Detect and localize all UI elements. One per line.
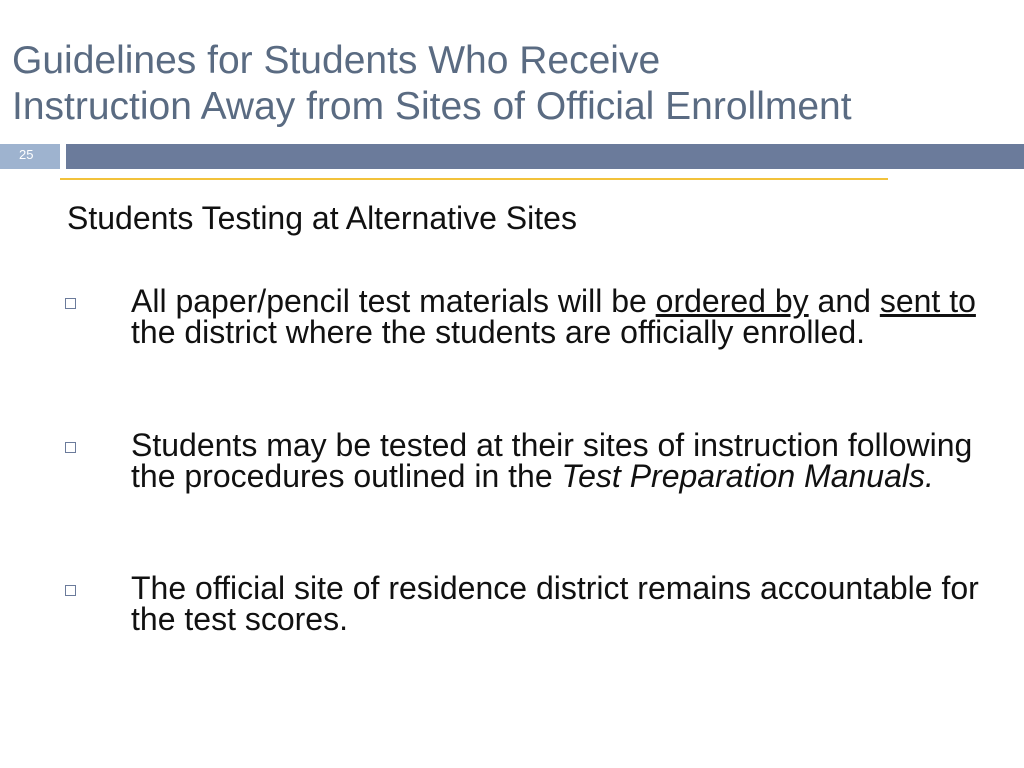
- header-bar: [66, 144, 1024, 169]
- bullet-text-segment: The official site of residence district remains accountable for the test scores.: [131, 570, 979, 637]
- accent-line: [60, 178, 888, 180]
- slide-title: [12, 38, 1012, 130]
- slide-number: 25: [19, 147, 34, 162]
- bullet-text: [131, 570, 1011, 637]
- bullet-text: [131, 283, 1011, 350]
- slide-number-box: [0, 144, 60, 169]
- hollow-square-icon: [65, 585, 76, 596]
- bullet-text-segment: the district where the students are officially enrolled.: [131, 314, 866, 350]
- bullet-text-segment: and: [808, 283, 880, 319]
- bullet-text-segment: Students may be tested at their sites of instruction following the procedures outlined in the: [131, 427, 973, 494]
- underlined-text: sent to: [879, 283, 976, 319]
- italic-text: Test Preparation Manuals.: [561, 458, 934, 494]
- underlined-text: ordered by: [655, 283, 809, 319]
- hollow-square-icon: [65, 442, 76, 453]
- slide-title-line-1: Guidelines for Students Who Receive: [12, 39, 661, 82]
- slide-title-line-2: Instruction Away from Sites of Official Enrollment: [12, 85, 852, 128]
- bullet-text: [131, 427, 1011, 494]
- slide-subtitle: Students Testing at Alternative Sites: [67, 200, 577, 236]
- hollow-square-icon: [65, 298, 76, 309]
- bullet-text-segment: All paper/pencil test materials will be: [131, 283, 656, 319]
